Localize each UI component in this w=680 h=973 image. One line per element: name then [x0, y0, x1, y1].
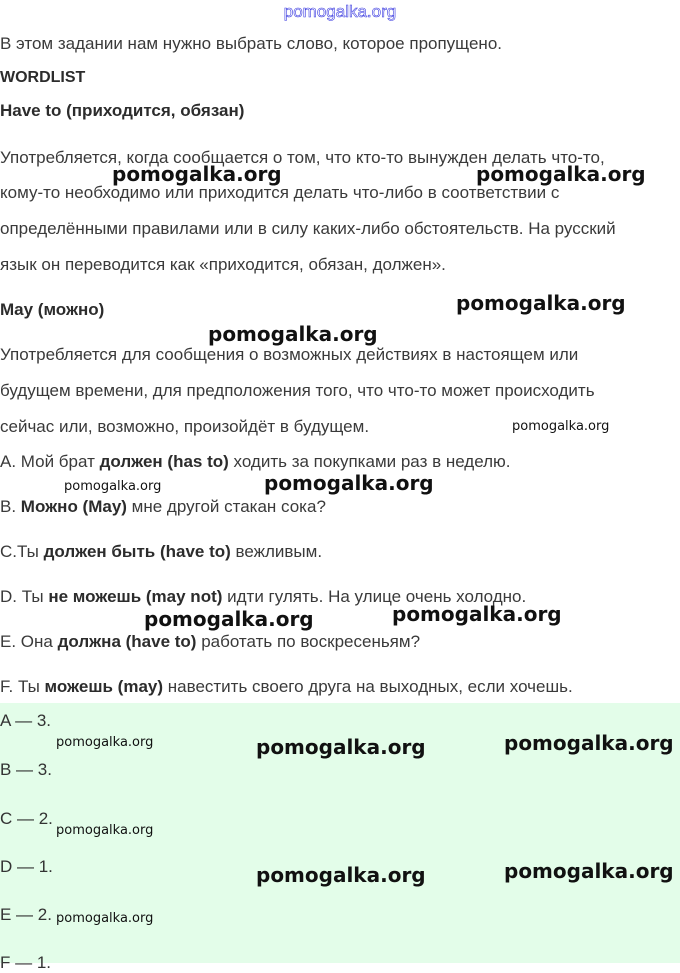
watermark: pomogalka.org [504, 859, 674, 883]
watermark: pomogalka.org [56, 735, 154, 750]
watermark: pomogalka.org [256, 735, 426, 759]
watermark: pomogalka.org [64, 479, 162, 494]
watermark: pomogalka.org [456, 291, 626, 315]
answer-a: A — 3. [0, 711, 52, 730]
answer-e: E — 2. [0, 905, 52, 924]
may-line-1: Употребляется для сообщения о возможных действиях в настоящем или [0, 345, 579, 364]
answer-d: D — 1. [0, 857, 53, 876]
watermark: pomogalka.org [476, 162, 646, 186]
have-to-heading: Have to (приходится, обязан) [0, 101, 245, 120]
watermark: pomogalka.org [504, 731, 674, 755]
may-heading: May (можно) [0, 300, 105, 319]
may-line-3: сейчас или, возможно, произойдёт в будущем. [0, 417, 370, 436]
sentence-d: D. Ты не можешь (may not) идти гулять. На улице очень холодно. [0, 587, 527, 606]
have-to-line-1: Употребляется, когда сообщается о том, что кто-то вынужден делать что-то, [0, 148, 605, 167]
sentence-a: A. Мой брат должен (has to) ходить за покупками раз в неделю. [0, 452, 511, 471]
sentence-b: B. Можно (May) мне другой стакан сока? [0, 497, 326, 516]
watermark: pomogalka.org [392, 602, 562, 626]
intro-text: В этом задании нам нужно выбрать слово, которое пропущено. [0, 34, 502, 53]
answer-c: C — 2. [0, 809, 53, 828]
watermark: pomogalka.org [264, 471, 434, 495]
sentence-e: E. Она должна (have to) работать по воскресеньям? [0, 632, 421, 651]
watermark: pomogalka.org [56, 911, 154, 926]
have-to-line-3: определёнными правилами или в силу каких-либо обстоятельств. На русский [0, 219, 616, 238]
watermark: pomogalka.org [256, 863, 426, 887]
answer-f: F — 1. [0, 953, 52, 972]
have-to-line-2: кому-то необходимо или приходится делать что-либо в соответствии с [0, 183, 560, 202]
watermark: pomogalka.org [512, 419, 610, 434]
may-line-2: будущем времени, для предположения того, что что-то может происходить [0, 381, 595, 400]
watermark: pomogalka.org [112, 162, 282, 186]
answer-b: B — 3. [0, 760, 52, 779]
top-watermark: pomogalka.org [283, 2, 397, 21]
watermark: pomogalka.org [144, 607, 314, 631]
sentence-f: F. Ты можешь (may) навестить своего друга на выходных, если хочешь. [0, 677, 573, 696]
watermark: pomogalka.org [56, 823, 154, 838]
watermark: pomogalka.org [208, 322, 378, 346]
sentence-c: C.Ты должен быть (have to) вежливым. [0, 542, 323, 561]
have-to-line-4: язык он переводится как «приходится, обязан, должен». [0, 255, 446, 274]
wordlist-title: WORDLIST [0, 69, 86, 86]
